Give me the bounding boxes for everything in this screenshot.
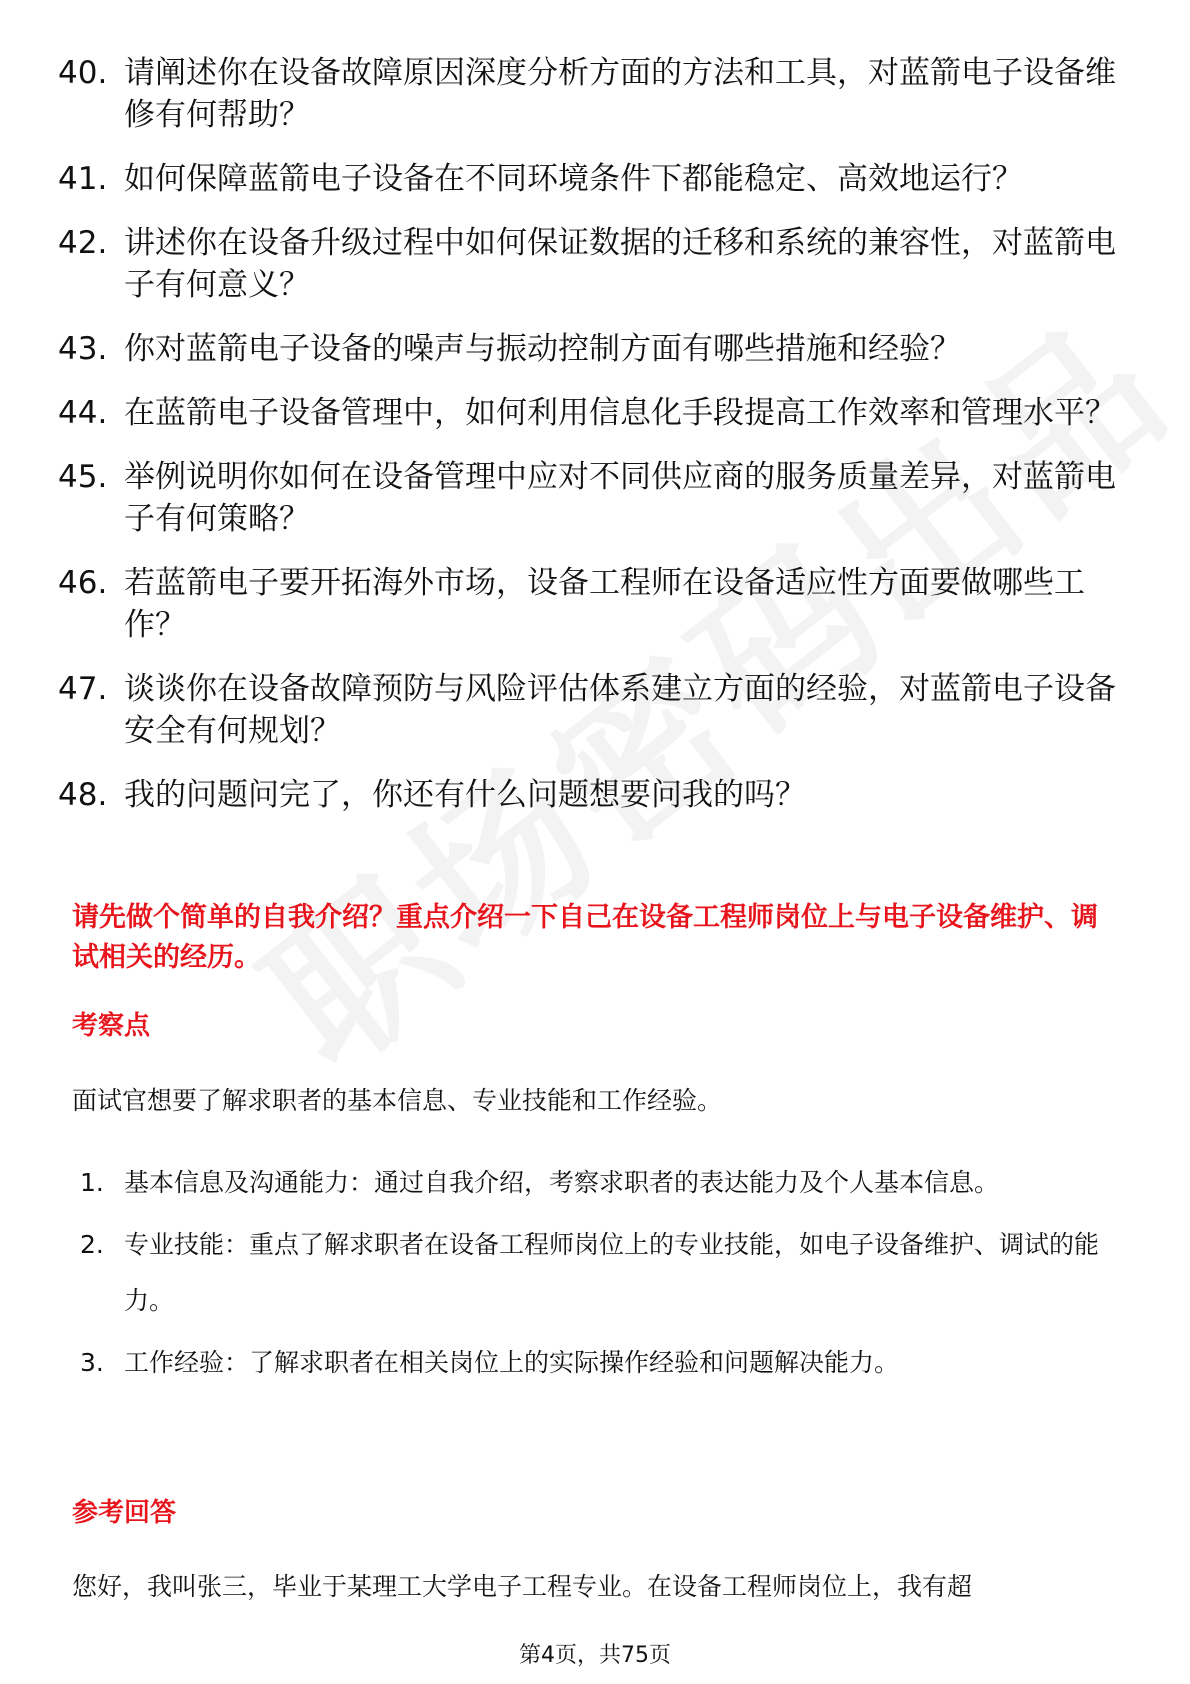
exam-point-item xyxy=(80,1155,1120,1211)
exam-point-text: 工作经验：了解求职者在相关岗位上的实际操作经验和问题解决能力。 xyxy=(124,1348,900,1377)
question-text: 我的问题问完了，你还有什么问题想要问我的吗？ xyxy=(124,777,806,813)
question-item xyxy=(58,222,1118,306)
question-text: 举例说明你如何在设备管理中应对不同供应商的服务质量差异，对蓝箭电子有何策略？ xyxy=(124,459,1116,537)
question-headline: 请先做个简单的自我介绍？重点介绍一下自己在设备工程师岗位上与电子设备维护、调试相关的经历。 xyxy=(72,902,1098,973)
question-text: 谈谈你在设备故障预防与风险评估体系建立方面的经验，对蓝箭电子设备安全有何规划？ xyxy=(124,671,1116,749)
exam-point-item xyxy=(80,1217,1120,1329)
exam-point-text: 基本信息及沟通能力：通过自我介绍，考察求职者的表达能力及个人基本信息。 xyxy=(124,1168,1000,1197)
page-footer: 第4页，共75页 xyxy=(519,1643,671,1668)
question-item xyxy=(58,774,1118,816)
question-number: 40. xyxy=(58,55,108,91)
question-item xyxy=(58,392,1118,434)
question-item xyxy=(58,562,1118,646)
exam-point-text: 专业技能：重点了解求职者在设备工程师岗位上的专业技能，如电子设备维护、调试的能力。 xyxy=(124,1230,1100,1315)
question-item xyxy=(58,52,1118,136)
exam-intro: 面试官想要了解求职者的基本信息、专业技能和工作经验。 xyxy=(72,1086,723,1115)
question-item xyxy=(58,158,1118,200)
exam-point-item xyxy=(80,1335,1120,1391)
question-number: 45. xyxy=(58,459,108,495)
exam-point-number: 3. xyxy=(80,1348,104,1377)
question-number: 46. xyxy=(58,565,108,601)
reference-answer-text: 您好，我叫张三，毕业于某理工大学电子工程专业。在设备工程师岗位上，我有超 xyxy=(72,1572,973,1601)
question-text: 如何保障蓝箭电子设备在不同环境条件下都能稳定、高效地运行？ xyxy=(124,161,1023,197)
question-number: 42. xyxy=(58,225,108,261)
exam-points-list xyxy=(80,1155,1120,1397)
question-text: 讲述你在设备升级过程中如何保证数据的迁移和系统的兼容性，对蓝箭电子有何意义？ xyxy=(124,225,1116,303)
question-number: 44. xyxy=(58,395,108,431)
exam-point-number: 1. xyxy=(80,1168,104,1197)
exam-points-title: 考察点 xyxy=(72,1011,151,1041)
question-number: 41. xyxy=(58,161,108,197)
question-text: 你对蓝箭电子设备的噪声与振动控制方面有哪些措施和经验？ xyxy=(124,331,961,367)
question-item xyxy=(58,668,1118,752)
question-number: 43. xyxy=(58,331,108,367)
question-number: 48. xyxy=(58,777,108,813)
question-number: 47. xyxy=(58,671,108,707)
exam-point-number: 2. xyxy=(80,1230,104,1259)
question-text: 在蓝箭电子设备管理中，如何利用信息化手段提高工作效率和管理水平？ xyxy=(124,395,1116,431)
reference-answer-title: 参考回答 xyxy=(72,1498,177,1528)
question-text: 若蓝箭电子要开拓海外市场，设备工程师在设备适应性方面要做哪些工作？ xyxy=(124,565,1085,643)
question-text: 请阐述你在设备故障原因深度分析方面的方法和工具，对蓝箭电子设备维修有何帮助？ xyxy=(124,55,1116,133)
question-item xyxy=(58,456,1118,540)
question-list xyxy=(58,52,1118,838)
question-item xyxy=(58,328,1118,370)
